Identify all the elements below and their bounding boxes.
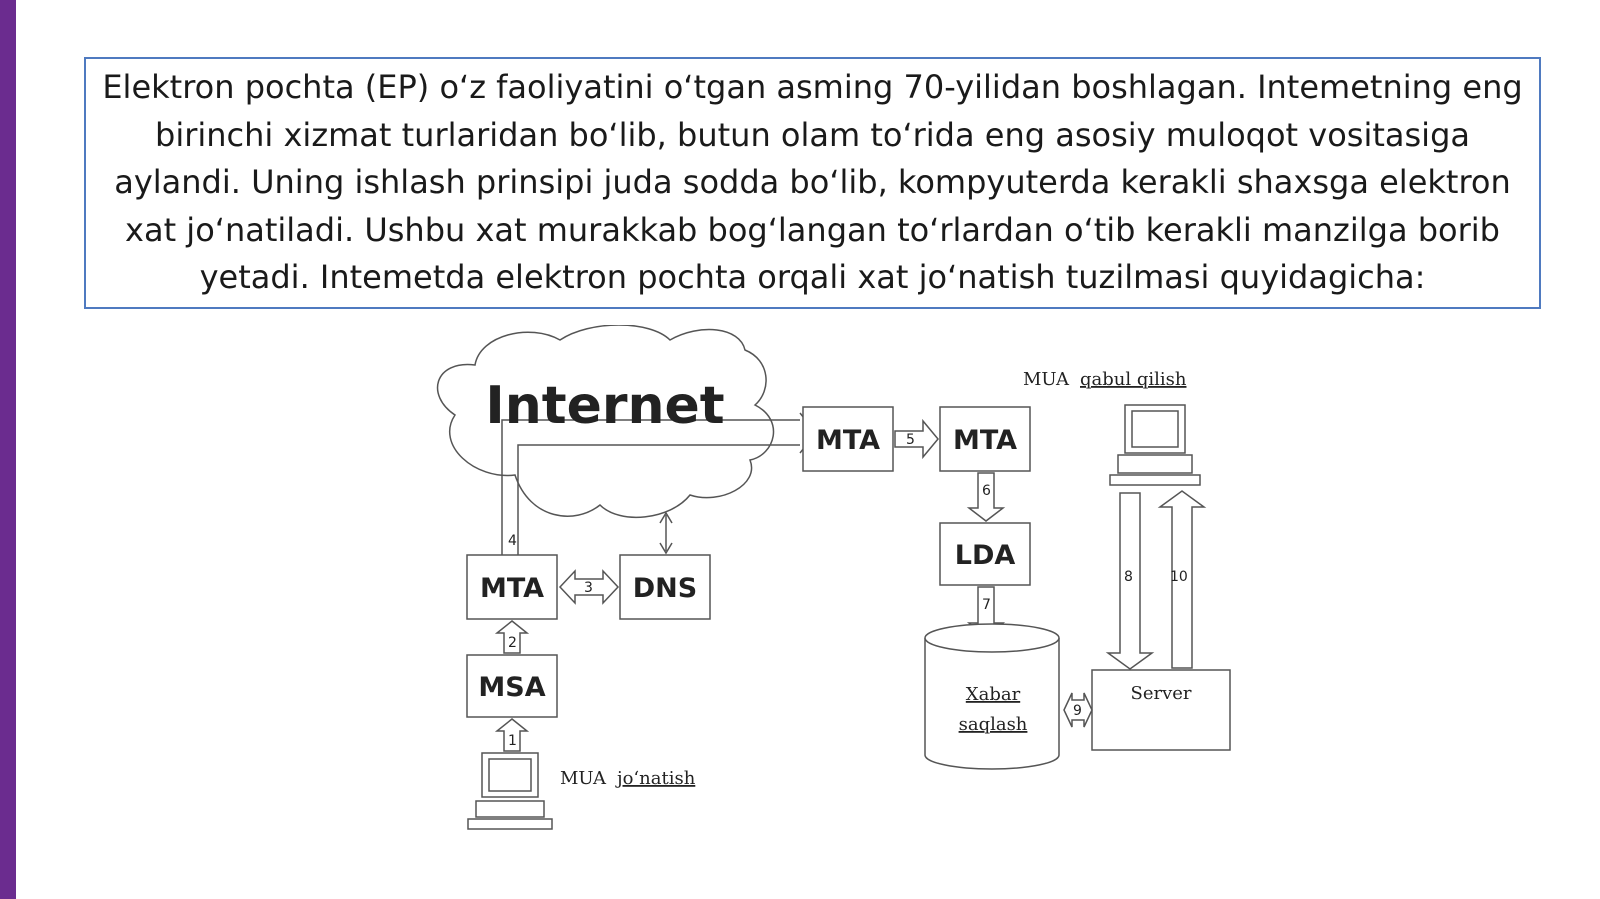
mta-sender-label: MTA <box>479 573 545 604</box>
dns-label: DNS <box>632 573 698 604</box>
server-label: Server <box>1130 683 1192 704</box>
msa-label: MSA <box>478 672 546 703</box>
storage-label-line1: Xabar <box>965 684 1021 705</box>
step-9-label: 9 <box>1073 703 1082 719</box>
intro-text-box <box>84 57 1541 309</box>
mta-remote-label: MTA <box>815 425 881 456</box>
email-flow-diagram <box>420 325 1260 850</box>
step-10-label: 10 <box>1170 569 1188 585</box>
step-1-label: 1 <box>508 733 517 749</box>
step-4-label: 4 <box>508 533 517 549</box>
mta-receiver-label: MTA <box>952 425 1018 456</box>
mua-recv-sublabel: qabul qilish <box>1080 369 1187 390</box>
intro-paragraph: Elektron pochta (EP) o‘z faoliyatini o‘tgan asming 70-yilidan boshlagan. Intemetning eng birinchi xizmat turlaridan bo‘lib, butun olam to‘rida eng asosiy muloqot vositasiga aylandi. Uning ishlash prinsipi juda sodda bo‘lib, kompyuterda kerakli shaxsga elektron xat jo‘natiladi. Ushbu xat murakkab bog‘langan to‘rlardan o‘tib kerakli manzilga borib yetadi. Intemetda elektron pochta orqali xat jo‘natish tuzilmasi quyidagicha: <box>102 68 1523 297</box>
mua-send-label: MUA <box>560 768 607 789</box>
internet-label: Internet <box>485 376 725 436</box>
arrow-5 <box>895 421 938 457</box>
step-3-label: 3 <box>584 580 593 596</box>
sender-computer-icon <box>468 753 552 829</box>
step-8-label: 8 <box>1124 569 1133 585</box>
step-6-label: 6 <box>982 483 991 499</box>
storage-label-line2: saqlash <box>958 714 1028 735</box>
mua-recv-label: MUA <box>1023 369 1070 390</box>
step-2-label: 2 <box>508 635 517 651</box>
receiver-computer-icon <box>1110 405 1200 485</box>
step-7-label: 7 <box>982 597 991 613</box>
mua-send-sublabel: jo‘natish <box>617 768 696 789</box>
lda-label: LDA <box>954 540 1016 571</box>
server-box <box>1092 670 1230 750</box>
accent-bar <box>0 0 16 899</box>
step-5-label: 5 <box>906 432 915 448</box>
